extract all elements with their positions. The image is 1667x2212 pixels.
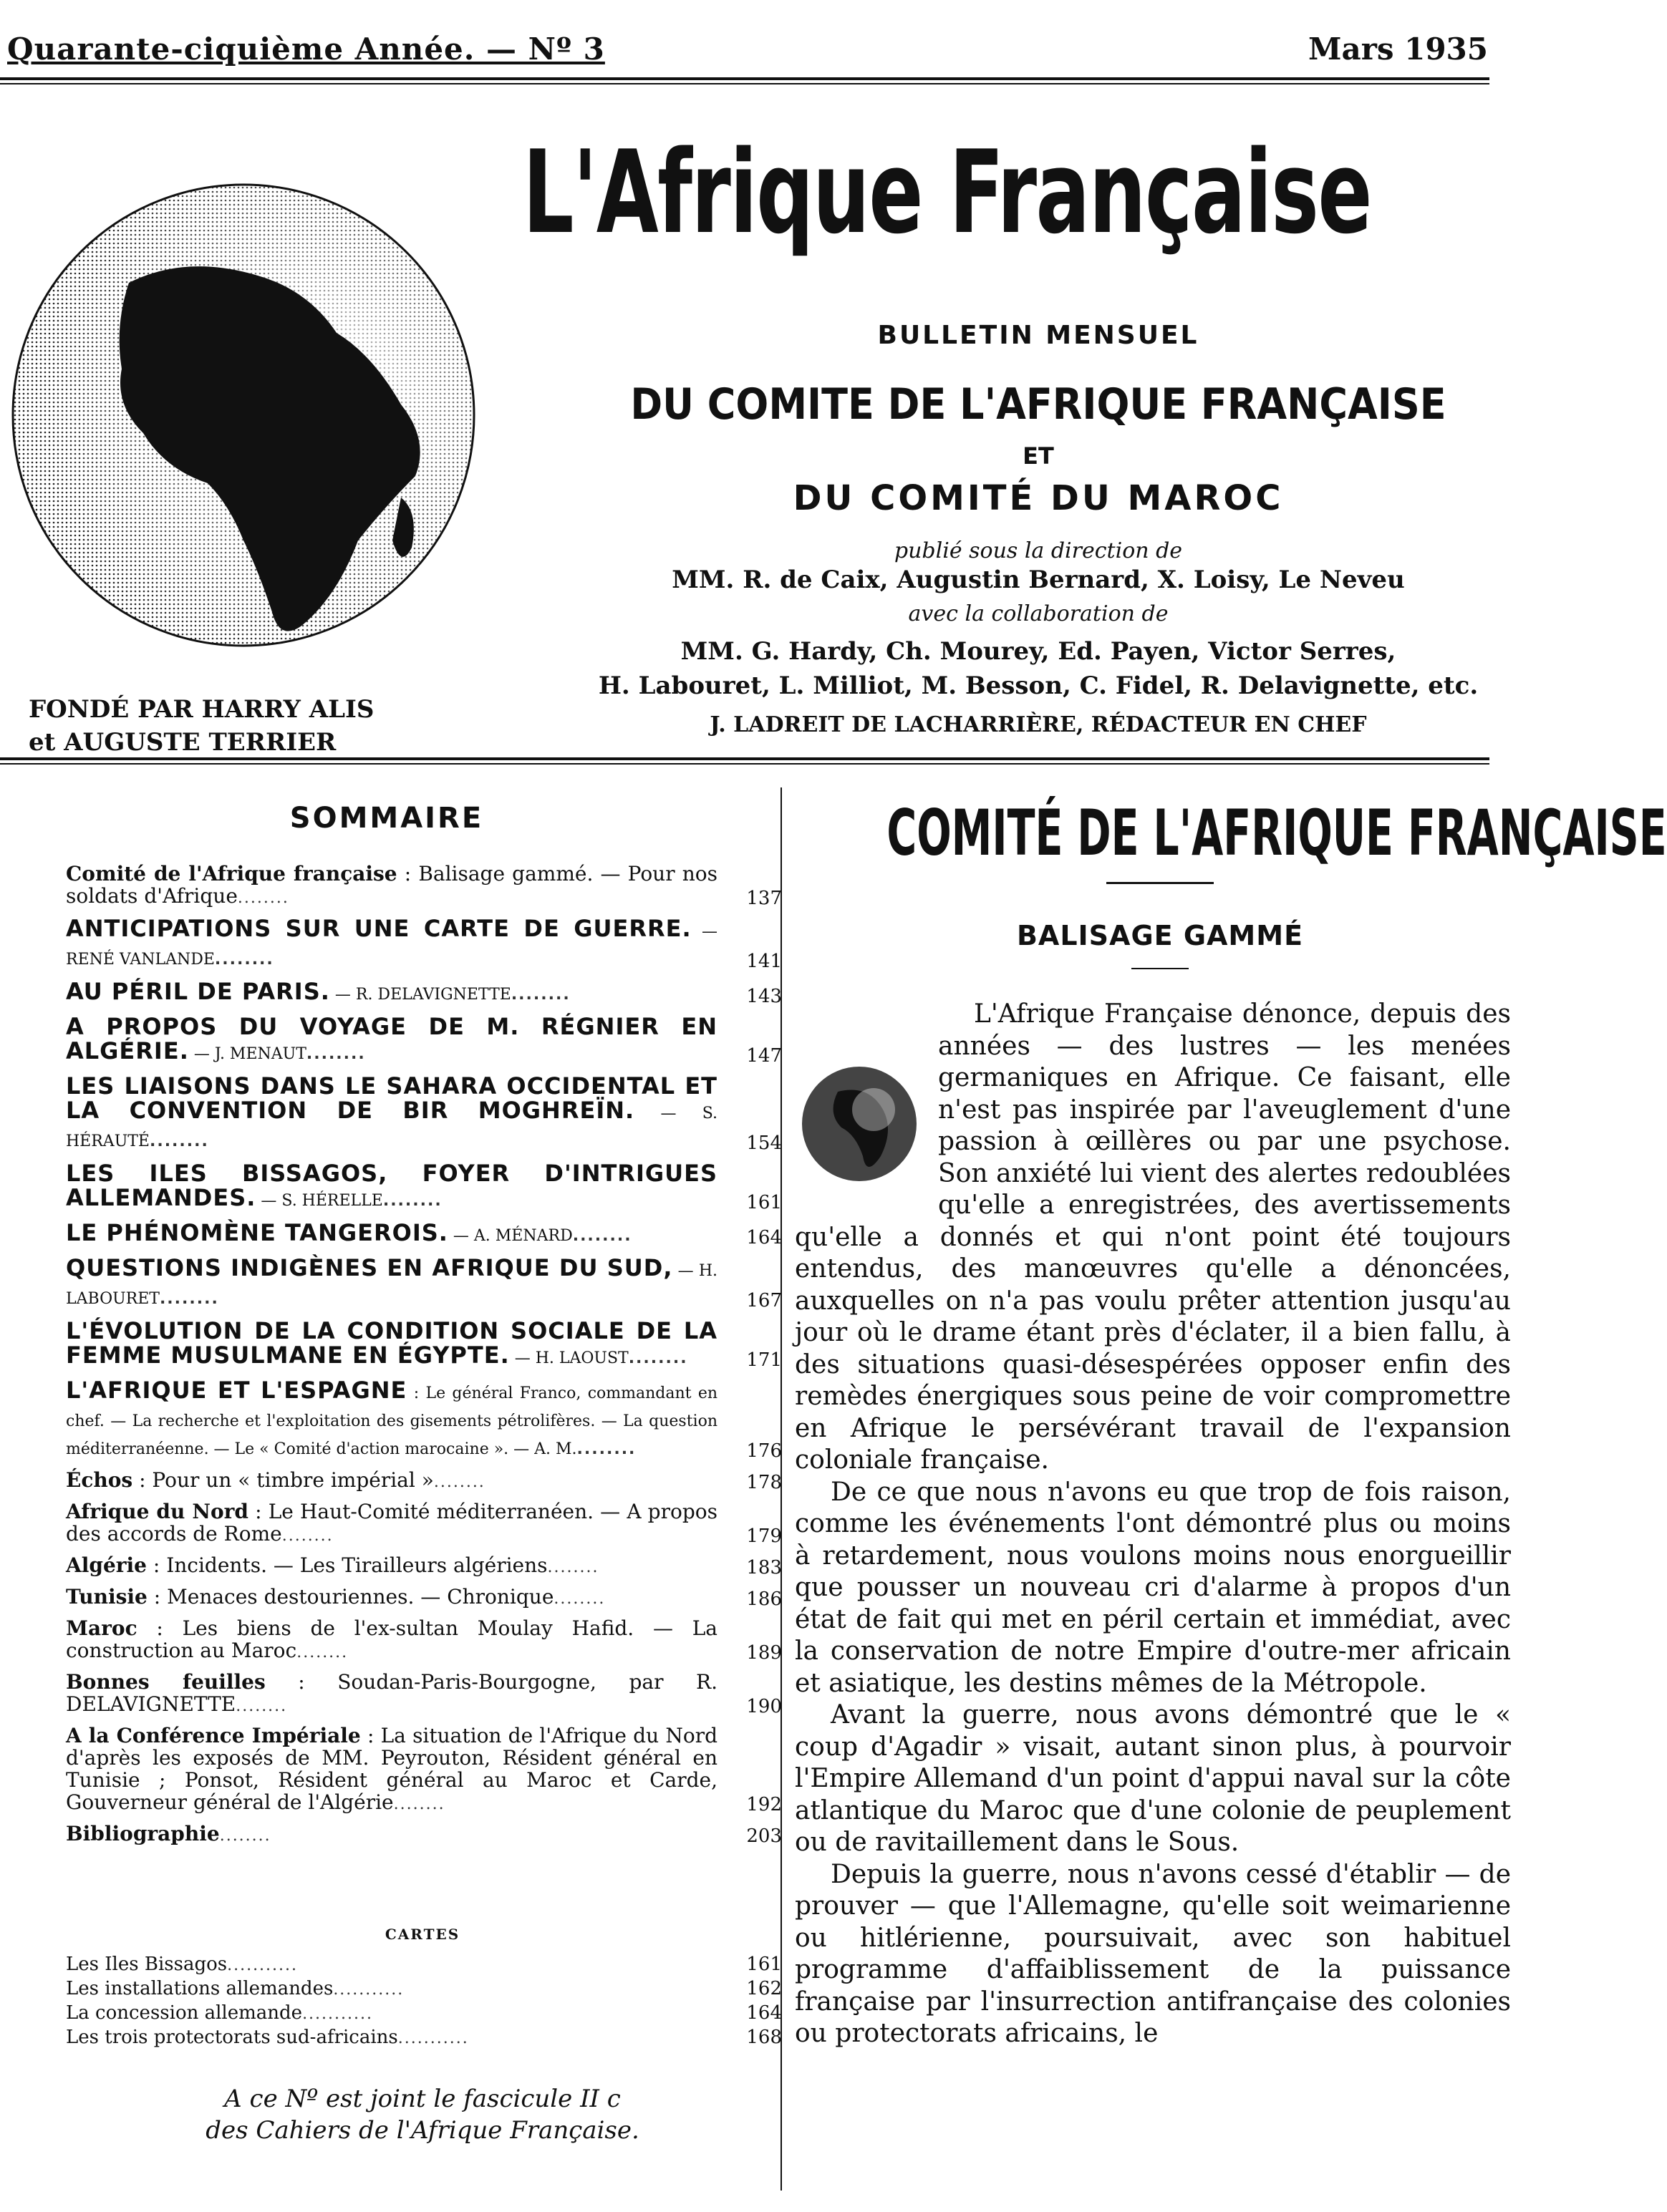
leader-dots: ........... bbox=[333, 1981, 405, 1999]
collaboration-label: avec la collaboration de bbox=[908, 601, 1169, 626]
cartes-heading: CARTES bbox=[385, 1926, 460, 1943]
leader-dots: ........ bbox=[511, 986, 571, 1004]
toc-entry-author: — H. LAOUST bbox=[509, 1349, 629, 1367]
leader-dots: ........... bbox=[397, 2029, 469, 2047]
toc-entry-text bbox=[66, 1256, 782, 1311]
toc-entry-text bbox=[66, 916, 782, 972]
toc-page-number: 192 bbox=[746, 1794, 782, 1815]
heading-underline bbox=[1106, 882, 1214, 884]
toc-entry bbox=[66, 1256, 782, 1311]
article-paragraph: Depuis la guerre, nous n'avons cessé d'établir — de prouver — que l'Allemagne, qu'elle soit weimarienne ou hitlérienne, poursuivait, avec son habituel programme d'affaiblissement de la puissance française par l'insurrection antifrançaise des colonies ou protectorats africains, le bbox=[795, 1859, 1511, 2048]
leader-dots: ........ bbox=[433, 1473, 485, 1491]
leader-dots: ........ bbox=[628, 1349, 688, 1367]
toc-entry-text bbox=[66, 1823, 782, 1847]
toc-entry bbox=[66, 1671, 782, 1717]
toc-page-number: 179 bbox=[746, 1525, 782, 1547]
toc-entry bbox=[66, 979, 782, 1007]
leader-dots: ........ bbox=[576, 1440, 637, 1458]
toc-entry bbox=[66, 1823, 782, 1847]
article-paragraph: Avant la guerre, nous avons démontré que le « coup d'Agadir » visait, autant sinon plus, à pourvoir l'Empire Allemand d'un point d'appui naval sur la côte atlantique du Maroc que d'une colonie de peuplement ou de ravitaillement dans le Sous. bbox=[795, 1700, 1511, 1857]
et-line: ET bbox=[1023, 442, 1054, 470]
toc-page-number: 203 bbox=[746, 1825, 782, 1847]
toc-page-number: 154 bbox=[746, 1132, 782, 1154]
founders-line-1: FONDÉ PAR HARRY ALIS bbox=[29, 695, 375, 724]
toc-entry-text bbox=[66, 863, 782, 909]
globe-illustration bbox=[0, 168, 501, 669]
toc-entry-description: : Les biens de l'ex-sultan Moulay Hafid. — La construction au Maroc bbox=[66, 1616, 717, 1662]
header-rule bbox=[0, 757, 1489, 760]
article-paragraph: L'Afrique Française dénonce, depuis des années — des lustres — les menées germaniques en Afrique. Ce faisant, elle n'est pas inspirée par l'aveuglement d'une passion à œillères ou par une psychose. Son anxiété lui vient des alertes redoublées qu'elle a enregistrées, des avertissements qu'elle a donnés et qui n'ont point été toujours entendus, des manœuvres qu'elle a dénoncées, auxquelles on n'a pas voulu prêter attention jusqu'au jour où le drame étant près d'éclater, il a bien fallu, à des situations quasi-désespérées opposer enfin des remèdes énergiques sous peine de voir compromettre en Afrique le persévérant travail de l'expansion coloniale française. bbox=[795, 999, 1511, 1475]
toc-page-number: 167 bbox=[746, 1290, 782, 1311]
sommaire-heading: SOMMAIRE bbox=[289, 802, 484, 835]
toc-entry-lead: Échos bbox=[66, 1468, 133, 1492]
toc-entry-text bbox=[66, 1161, 782, 1213]
toc-entry-description: : Le général Franco, commandant en chef. — La recherche et l'exploitation des gisements pétrolifères. — La question méditerranéenne. — Le « Comité d'action marocaine ». — A. M. bbox=[66, 1384, 718, 1458]
maps-list bbox=[66, 1953, 782, 2050]
toc-entry-description: : Menaces destouriennes. — Chronique bbox=[147, 1585, 554, 1609]
toc-page-number: 164 bbox=[746, 1227, 782, 1248]
toc-entry-author: — H. LABOURET bbox=[66, 1262, 718, 1308]
toc-entry-lead: Maroc bbox=[66, 1616, 137, 1640]
toc-entry-lead: LE PHÉNOMÈNE TANGEROIS. bbox=[66, 1219, 448, 1246]
toc-entry bbox=[66, 1617, 782, 1664]
toc-entry-description: : Balisage gammé. — Pour nos soldats d'Afrique bbox=[66, 862, 717, 908]
toc-page-number: 178 bbox=[746, 1472, 782, 1493]
toc-entry-text bbox=[66, 1586, 782, 1610]
toc-entry-text bbox=[66, 1319, 782, 1371]
toc-entry-lead: LES LIAISONS DANS LE SAHARA OCCIDENTAL ET LA CONVENTION DE BIR MOGHREÏN. bbox=[66, 1072, 717, 1124]
toc-entry-lead: AU PÉRIL DE PARIS. bbox=[66, 978, 330, 1005]
toc-entry bbox=[66, 1319, 782, 1371]
leader-dots: ........ bbox=[382, 1192, 443, 1210]
toc-entry-text bbox=[66, 1378, 782, 1462]
bulletin-line: BULLETIN MENSUEL bbox=[877, 321, 1199, 350]
header-rule-thin bbox=[0, 763, 1489, 765]
toc-entry-text bbox=[66, 1554, 782, 1578]
toc-entry-text bbox=[66, 979, 782, 1007]
article-title: BALISAGE GAMMÉ bbox=[1016, 920, 1304, 951]
leader-dots: ........ bbox=[296, 1644, 349, 1662]
toc-entry-author: — A. MÉNARD bbox=[448, 1227, 573, 1245]
leader-dots: ........ bbox=[572, 1227, 632, 1245]
toc-entry bbox=[66, 1161, 782, 1213]
supplement-note bbox=[64, 2083, 781, 2146]
toc-entry-lead: LES ILES BISSAGOS, FOYER D'INTRIGUES ALLEMANDES. bbox=[66, 1160, 717, 1211]
toc-page-number: 171 bbox=[746, 1349, 782, 1371]
leader-dots: ........ bbox=[393, 1795, 445, 1813]
leader-dots: ........ bbox=[214, 951, 274, 969]
toc-entry-lead: A la Conférence Impériale bbox=[66, 1724, 361, 1747]
toc-entry-text bbox=[66, 1014, 782, 1067]
issue-number: Quarante-ciquième Année. — Nº 3 bbox=[7, 31, 605, 67]
toc-entry-lead: L'ÉVOLUTION DE LA CONDITION SOCIALE DE LA FEMME MUSULMANE EN ÉGYPTE. bbox=[66, 1317, 717, 1369]
toc-entry-lead: QUESTIONS INDIGÈNES EN AFRIQUE DU SUD, bbox=[66, 1254, 673, 1281]
toc-entry-author: — S. HÉRAUTÉ bbox=[66, 1105, 717, 1150]
toc-entry-text bbox=[66, 1221, 782, 1248]
toc-entry-author: — RENÉ VANLANDE bbox=[66, 923, 717, 969]
toc-entry bbox=[66, 1221, 782, 1248]
toc-page-number: 186 bbox=[746, 1588, 782, 1610]
map-entry bbox=[66, 2026, 782, 2050]
toc-entry-text bbox=[66, 1074, 782, 1154]
toc-entry-lead: A PROPOS DU VOYAGE DE M. RÉGNIER EN ALGÉRIE. bbox=[66, 1013, 717, 1064]
toc-page-number: 183 bbox=[746, 1557, 782, 1578]
map-entry-page: 164 bbox=[746, 2002, 782, 2024]
top-rule-thin bbox=[0, 83, 1489, 84]
leader-dots: ........ bbox=[219, 1827, 271, 1845]
leader-dots: ........... bbox=[227, 1956, 299, 1974]
map-entry bbox=[66, 1953, 782, 1977]
toc-page-number: 189 bbox=[746, 1642, 782, 1664]
toc-page-number: 143 bbox=[746, 986, 782, 1007]
leader-dots: ........ bbox=[547, 1558, 599, 1576]
note-line-1: A ce Nº est joint le fascicule II c bbox=[224, 2085, 621, 2113]
toc-entry-lead: Afrique du Nord bbox=[66, 1500, 248, 1523]
toc-entry-lead: Tunisie bbox=[66, 1585, 148, 1609]
comite-line: DU COMITE DE L'AFRIQUE FRANÇAISE bbox=[630, 379, 1446, 430]
article-section-heading: COMITÉ DE L'AFRIQUE FRANÇAISE bbox=[886, 796, 1667, 870]
toc-entry-lead: Comité de l'Afrique française bbox=[66, 862, 397, 886]
toc-page-number: 141 bbox=[746, 951, 782, 972]
toc-entry-lead: Bibliographie bbox=[66, 1822, 220, 1845]
leader-dots: ........... bbox=[302, 2005, 373, 2023]
leader-dots: ........ bbox=[554, 1590, 606, 1608]
toc-page-number: 137 bbox=[746, 888, 782, 909]
collaborators-line-2: H. Labouret, L. Milliot, M. Besson, C. Fidel, R. Delavignette, etc. bbox=[598, 671, 1479, 700]
masthead-title: L'Afrique Française bbox=[523, 125, 1371, 259]
toc-entry bbox=[66, 1586, 782, 1610]
toc-entry-lead: ANTICIPATIONS SUR UNE CARTE DE GUERRE. bbox=[66, 915, 692, 942]
toc-entry-lead: Algérie bbox=[66, 1553, 147, 1577]
leader-dots: ........ bbox=[149, 1132, 209, 1150]
toc-entry-author: — J. MENAUT bbox=[188, 1045, 306, 1063]
leader-dots: ........ bbox=[236, 1697, 288, 1715]
toc-entry-text bbox=[66, 1671, 782, 1717]
collaborators-line-1: MM. G. Hardy, Ch. Mourey, Ed. Payen, Victor Serres, bbox=[680, 637, 1396, 666]
toc-entry-text bbox=[66, 1469, 782, 1493]
toc-entry-description: : Pour un « timbre impérial » bbox=[132, 1468, 434, 1492]
map-entry-label: Les Iles Bissagos bbox=[66, 1954, 228, 1975]
toc-entry-description: : La situation de l'Afrique du Nord d'après les exposés de MM. Peyrouton, Résident général en Tunisie ; Ponsot, Résident général au Maroc et Carde, Gouverneur général de l'Algérie bbox=[66, 1724, 718, 1814]
toc-page-number: 190 bbox=[746, 1696, 782, 1717]
issue-date: Mars 1935 bbox=[1308, 31, 1488, 67]
editor-line: J. LADREIT DE LACHARRIÈRE, RÉDACTEUR EN CHEF bbox=[710, 712, 1367, 737]
article-body bbox=[795, 999, 1511, 2050]
map-entry-page: 168 bbox=[746, 2027, 782, 2048]
toc-entry-lead: L'AFRIQUE ET L'ESPAGNE bbox=[66, 1377, 407, 1404]
toc-entry bbox=[66, 1378, 782, 1462]
leader-dots: ........ bbox=[159, 1290, 219, 1308]
toc-entry-author: — S. HÉRELLE bbox=[256, 1192, 383, 1210]
toc-entry bbox=[66, 1554, 782, 1578]
toc-entry-text bbox=[66, 1500, 782, 1547]
title-underline bbox=[1131, 968, 1189, 969]
toc-entry bbox=[66, 1725, 782, 1815]
map-entry-label: La concession allemande bbox=[66, 2002, 303, 2024]
leader-dots: ........ bbox=[237, 889, 289, 907]
toc-entry-description: : Soudan-Paris-Bourgogne, par R. DELAVIGNETTE bbox=[66, 1670, 717, 1716]
toc-page-number: 147 bbox=[746, 1045, 782, 1067]
article-paragraph: De ce que nous n'avons eu que trop de fois raison, comme les événements l'ont démontré plus ou moins à retardement, nous voulons moins nous enorgueillir que pousser un nouveau cri d'alarme à propos d'un état de fait qui met en péril certain et immédiat, avec la conservation de notre Empire d'outre-mer africain et asiatique, les destins mêmes de la Métropole. bbox=[795, 1477, 1511, 1698]
map-entry-page: 162 bbox=[746, 1978, 782, 1999]
founders bbox=[29, 693, 374, 759]
toc-entry-lead: Bonnes feuilles bbox=[66, 1670, 266, 1694]
map-entry bbox=[66, 1977, 782, 2002]
directors-line: MM. R. de Caix, Augustin Bernard, X. Loisy, Le Neveu bbox=[672, 566, 1405, 594]
toc-entry bbox=[66, 863, 782, 909]
map-entry-label: Les installations allemandes bbox=[66, 1978, 334, 1999]
toc-entry-text bbox=[66, 1725, 782, 1815]
note-line-2: des Cahiers de l'Afrique Française. bbox=[206, 2116, 639, 2145]
toc-entry bbox=[66, 916, 782, 972]
map-entry bbox=[66, 2002, 782, 2026]
leader-dots: ........ bbox=[281, 1527, 334, 1545]
table-of-contents bbox=[66, 863, 782, 1854]
toc-entry bbox=[66, 1014, 782, 1067]
toc-entry bbox=[66, 1074, 782, 1154]
map-entry-page: 161 bbox=[746, 1954, 782, 1975]
founders-line-2: et AUGUSTE TERRIER bbox=[29, 728, 337, 757]
top-rule bbox=[0, 77, 1489, 80]
leader-dots: ........ bbox=[306, 1045, 366, 1063]
small-globe-icon bbox=[795, 1042, 924, 1206]
toc-entry-text bbox=[66, 1617, 782, 1664]
toc-entry-author: — R. DELAVIGNETTE bbox=[329, 986, 511, 1004]
toc-entry-description: : Incidents. — Les Tirailleurs algériens bbox=[146, 1553, 548, 1577]
toc-page-number: 176 bbox=[746, 1440, 782, 1462]
map-entry-label: Les trois protectorats sud-africains bbox=[66, 2027, 398, 2048]
toc-entry bbox=[66, 1500, 782, 1547]
toc-entry-description: : Le Haut-Comité méditerranéen. — A propos des accords de Rome bbox=[66, 1500, 717, 1546]
maroc-line: DU COMITÉ DU MAROC bbox=[793, 478, 1284, 518]
toc-entry bbox=[66, 1469, 782, 1493]
toc-page-number: 161 bbox=[746, 1192, 782, 1213]
publie-line: publié sous la direction de bbox=[894, 538, 1183, 563]
